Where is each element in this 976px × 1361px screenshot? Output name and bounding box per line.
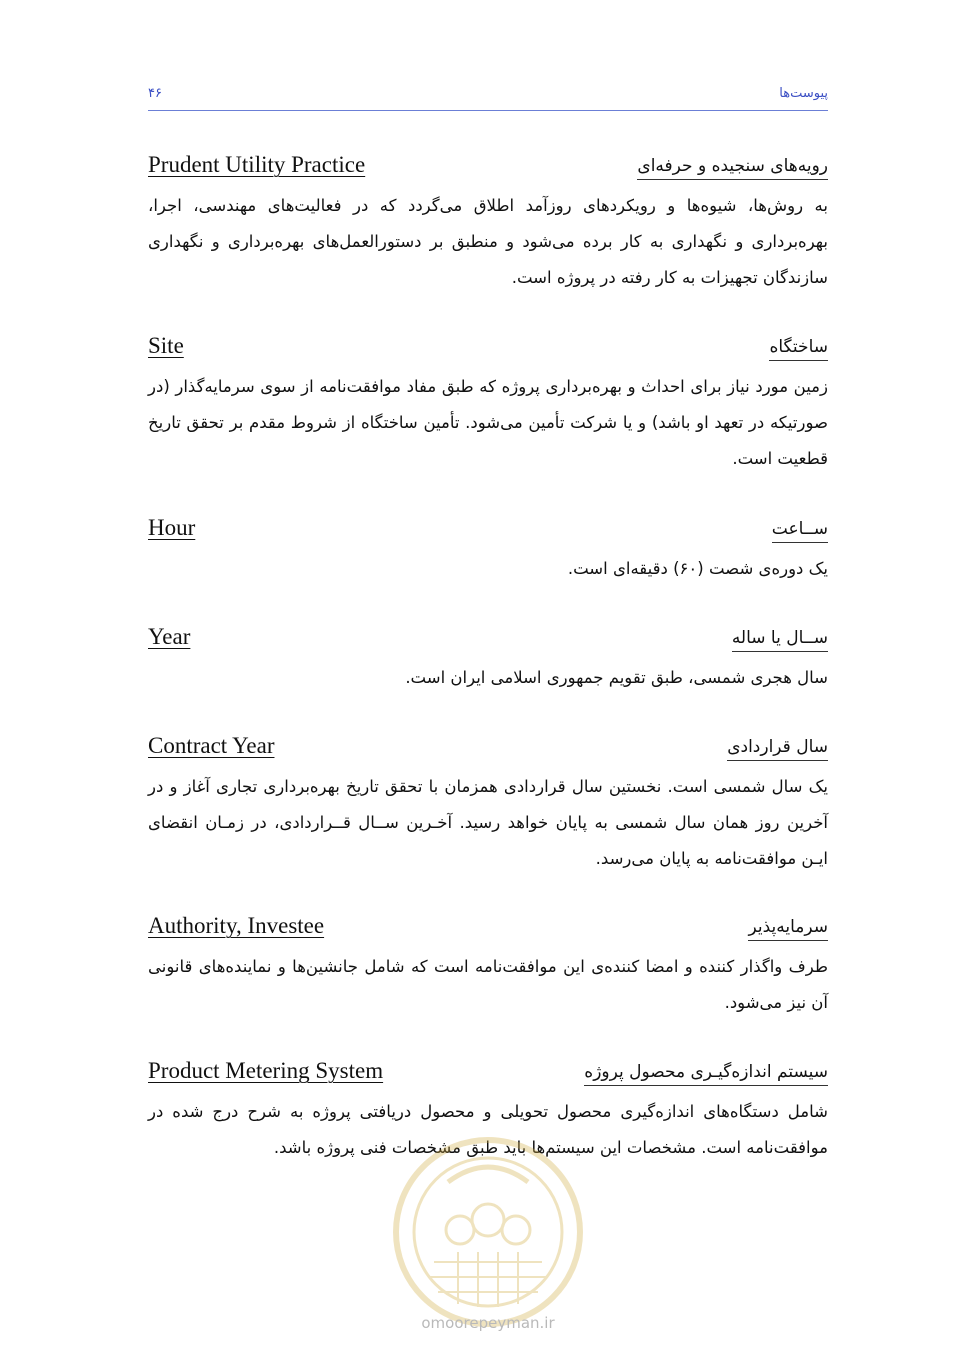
section-title: پیوست‌ها	[779, 86, 828, 101]
english-term: Authority, Investee	[148, 913, 325, 938]
english-term: Contract Year	[148, 733, 275, 758]
english-term: Hour	[148, 515, 196, 540]
persian-term: رویه‌های سنجیده و حرفه‌ای	[637, 156, 828, 180]
definition: یک سال شمسی است. نخستین سال قراردادی همزمان با تحقق تاریخ بهره‌برداری تجاری آغاز و در آخرین روز همان سال شمسی به پایان خواهد رسید. آخـرین ســال قــراردادی، در زمـان انقضای ایـن موافقت‌نامه به پایان می‌رسد.	[148, 777, 828, 868]
page-number: ۴۶	[148, 86, 162, 101]
watermark-text: omoorepeyman.ir	[421, 1314, 555, 1332]
definition: زمین مورد نیاز برای احداث و بهره‌برداری پروژه که طبق مفاد موافقت‌نامه از سوی سرمایه‌گذار (در صورتیکه در تعهد او باشد) و یا شرکت تأمین می‌شود. تأمین ساختگاه از شروط مقدم بر تحقق تاریخ قطعیت است.	[148, 377, 828, 468]
glossary-entry	[148, 515, 828, 587]
persian-term: سال قراردادی	[727, 737, 828, 761]
definition: به روش‌ها، شیوه‌ها و رویکردهای روزآمد اطلاق می‌گردد که در فعالیت‌های مهندسی، اجرا، بهره‌برداری و نگهداری به کار برده می‌شود و منطبق بر دستورالعمل‌های بهره‌برداری و نگهداری سازندگان تجهیزات به کار رفته در پروژه است.	[148, 196, 828, 287]
persian-term: ساختگاه	[769, 337, 828, 361]
page-header	[148, 84, 828, 111]
glossary-entry	[148, 913, 828, 1021]
definition: طرف واگذار کننده و امضا کننده‌ی این موافقت‌نامه است که شامل جانشین‌ها و نماینده‌های قانونی آن نیز می‌شود.	[148, 957, 828, 1012]
definition: شامل دستگاه‌های اندازه‌گیری محصول تحویلی و محصول دریافتی پروژه به شرح درج شده در موافقت‌نامه است. مشخصات این سیستم‌ها باید طبق مشخصات فنی پروژه باشد.	[148, 1102, 828, 1157]
english-term: Year	[148, 624, 191, 649]
persian-term: ســاعت	[772, 519, 828, 543]
definition: سال هجری شمسی، طبق تقویم جمهوری اسلامی ایران است.	[405, 668, 828, 687]
glossary-entry	[148, 624, 828, 696]
persian-term: ســال یا ساله	[732, 628, 828, 652]
glossary-entry	[148, 333, 828, 477]
definition: یک دوره‌ی شصت (۶۰) دقیقه‌ای است.	[567, 559, 828, 578]
watermark-logo-icon	[388, 1132, 588, 1332]
english-term: Product Metering System	[148, 1058, 384, 1083]
english-term: Prudent Utility Practice	[148, 152, 366, 177]
glossary-entry	[148, 152, 828, 296]
glossary-entry	[148, 733, 828, 877]
english-term: Site	[148, 333, 184, 358]
persian-term: سیستم اندازه‌گیـری محصول پروژه	[584, 1062, 828, 1086]
persian-term: سرمایه‌پذیر	[748, 917, 828, 941]
